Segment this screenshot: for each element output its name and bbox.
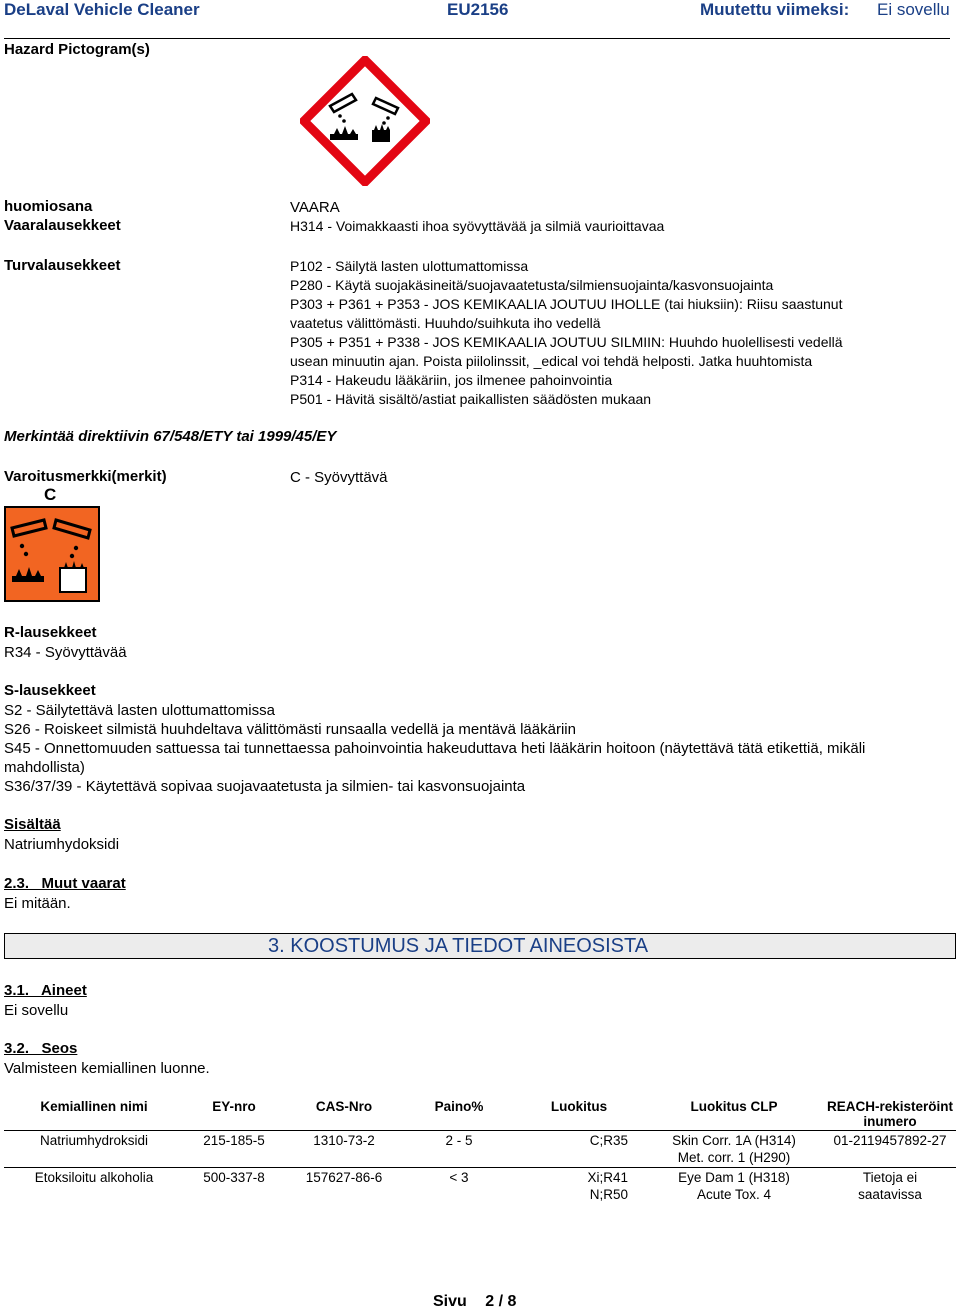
header-divider bbox=[4, 38, 950, 39]
table-cell: < 3 bbox=[449, 1170, 469, 1185]
signal-word: VAARA bbox=[290, 199, 340, 216]
warning-symbols-value: C - Syövyttävä bbox=[290, 469, 388, 486]
hazard-statements-label: Vaaralausekkeet bbox=[4, 217, 121, 234]
s-phrase-line: mahdollista) bbox=[4, 759, 85, 776]
s-phrases-list bbox=[4, 701, 954, 796]
s-phrase-line: S36/37/39 - Käytettävä sopivaa suojavaatetusta ja silmien- tai kasvonsuojainta bbox=[4, 778, 526, 795]
precaution-line: P501 - Hävitä sisältö/astiat paikallisten säädösten mukaan bbox=[290, 391, 652, 407]
column-header: Luokitus bbox=[514, 1098, 644, 1131]
column-header: REACH-rekisteröintinumero bbox=[824, 1098, 956, 1131]
section-3-title: 3. KOOSTUMUS JA TIEDOT AINEOSISTA bbox=[268, 935, 649, 957]
table-cell: Natriumhydroksidi bbox=[39, 1133, 149, 1148]
other-hazards-heading: 2.3. Muut vaarat bbox=[4, 875, 126, 892]
column-header: Kemiallinen nimi bbox=[4, 1098, 184, 1131]
contains-heading: Sisältää bbox=[4, 816, 61, 833]
table-cell: 2 - 5 bbox=[445, 1133, 473, 1148]
mixtures-heading: 3.2. Seos bbox=[4, 1040, 78, 1057]
precaution-line: P305 + P351 + P338 - JOS KEMIKAALIA JOUTUU SILMIIN: Huuhdo huolellisesti vedellä bbox=[290, 334, 843, 350]
precaution-label: Turvalausekkeet bbox=[4, 257, 121, 274]
table-cell: 157627-86-6 bbox=[305, 1170, 383, 1185]
precaution-line: vaatetus välittömästi. Huuhdo/suihkuta iho vedellä bbox=[290, 315, 601, 331]
table-cell: 1310-73-2 bbox=[313, 1133, 375, 1148]
table-cell: Tietoja ei saatavissa bbox=[858, 1170, 922, 1202]
precaution-statements bbox=[290, 257, 950, 409]
table-row bbox=[4, 1168, 956, 1205]
table-cell: Xi;R41 N;R50 bbox=[587, 1170, 628, 1202]
table-cell: Skin Corr. 1A (H314) Met. corr. 1 (H290) bbox=[672, 1133, 796, 1165]
page-number: 2 / 8 bbox=[485, 1293, 517, 1310]
s-phrase-line: S45 - Onnettomuuden sattuessa tai tunnettaessa pahoinvointia hakeuduttava heti lääkärin hoitoon (näytettävä tätä etikettiä, mikäli bbox=[4, 740, 866, 757]
document-header bbox=[0, 0, 960, 22]
table-cell: 500-337-8 bbox=[203, 1170, 265, 1185]
precaution-line: P102 - Säilytä lasten ulottumattomissa bbox=[290, 258, 529, 274]
table-cell: Eye Dam 1 (H318) Acute Tox. 4 bbox=[678, 1170, 790, 1202]
column-header: Paino% bbox=[404, 1098, 514, 1131]
precaution-line: P314 - Hakeudu lääkäriin, jos ilmenee pahoinvointia bbox=[290, 372, 613, 388]
product-name: DeLaval Vehicle Cleaner bbox=[4, 0, 200, 19]
substances-heading: 3.1. Aineet bbox=[4, 982, 87, 999]
column-header: EY-nro bbox=[184, 1098, 284, 1131]
product-code: EU2156 bbox=[447, 0, 509, 19]
modified-value: Ei sovellu bbox=[877, 0, 950, 19]
table-cell: 215-185-5 bbox=[203, 1133, 265, 1148]
warning-symbols-label: Varoitusmerkki(merkit) bbox=[4, 468, 167, 485]
r-phrase-line: R34 - Syövyttävää bbox=[4, 644, 127, 661]
s-phrase-line: S2 - Säilytettävä lasten ulottumattomissa bbox=[4, 702, 275, 719]
column-header: Luokitus CLP bbox=[644, 1098, 824, 1131]
mixtures-value: Valmisteen kemiallinen luonne. bbox=[4, 1060, 210, 1077]
dsd-letter: C bbox=[44, 485, 57, 504]
table-cell: 01-2119457892-27 bbox=[833, 1133, 947, 1148]
precaution-line: P280 - Käytä suojakäsineitä/suojavaatetusta/silmiensuojainta/kasvonsuojainta bbox=[290, 277, 774, 293]
column-header: CAS-Nro bbox=[284, 1098, 404, 1131]
substances-value: Ei sovellu bbox=[4, 1002, 69, 1019]
signal-word-label: huomiosana bbox=[4, 198, 93, 215]
table-cell: Etoksiloitu alkoholia bbox=[34, 1170, 154, 1185]
precaution-line: P303 + P361 + P353 - JOS KEMIKAALIA JOUTUU IHOLLE (tai hiuksiin): Riisu saastunut bbox=[290, 296, 843, 312]
hazard-pictogram-title: Hazard Pictogram(s) bbox=[4, 41, 150, 58]
directive-heading: Merkintää direktiivin 67/548/ETY tai 1999/45/EY bbox=[4, 428, 337, 445]
precaution-line: usean minuutin ajan. Poista piilolinssit, _edical voi tehdä helposti. Jatka huuhtomista bbox=[290, 353, 813, 369]
hazard-statement: H314 - Voimakkaasti ihoa syövyttävää ja silmiä vaurioittavaa bbox=[290, 218, 665, 234]
contains-value: Natriumhydoksidi bbox=[4, 836, 120, 853]
table-cell: C;R35 bbox=[589, 1133, 628, 1148]
s-phrases-heading: S-lausekkeet bbox=[4, 682, 96, 699]
dsd-corrosive-symbol-icon bbox=[4, 506, 100, 602]
composition-table bbox=[4, 1098, 956, 1204]
page-footer bbox=[433, 1293, 516, 1311]
other-hazards-value: Ei mitään. bbox=[4, 895, 71, 912]
ghs-corrosion-pictogram-icon bbox=[300, 56, 430, 186]
s-phrase-line: S26 - Roiskeet silmistä huuhdeltava välittömästi runsaalla vedellä ja mentävä lääkäriin bbox=[4, 721, 576, 738]
page-label: Sivu bbox=[433, 1293, 467, 1310]
r-phrases-heading: R-lausekkeet bbox=[4, 624, 97, 641]
table-header-row bbox=[4, 1098, 956, 1131]
modified-label: Muutettu viimeksi: bbox=[700, 0, 850, 19]
table-row bbox=[4, 1131, 956, 1168]
